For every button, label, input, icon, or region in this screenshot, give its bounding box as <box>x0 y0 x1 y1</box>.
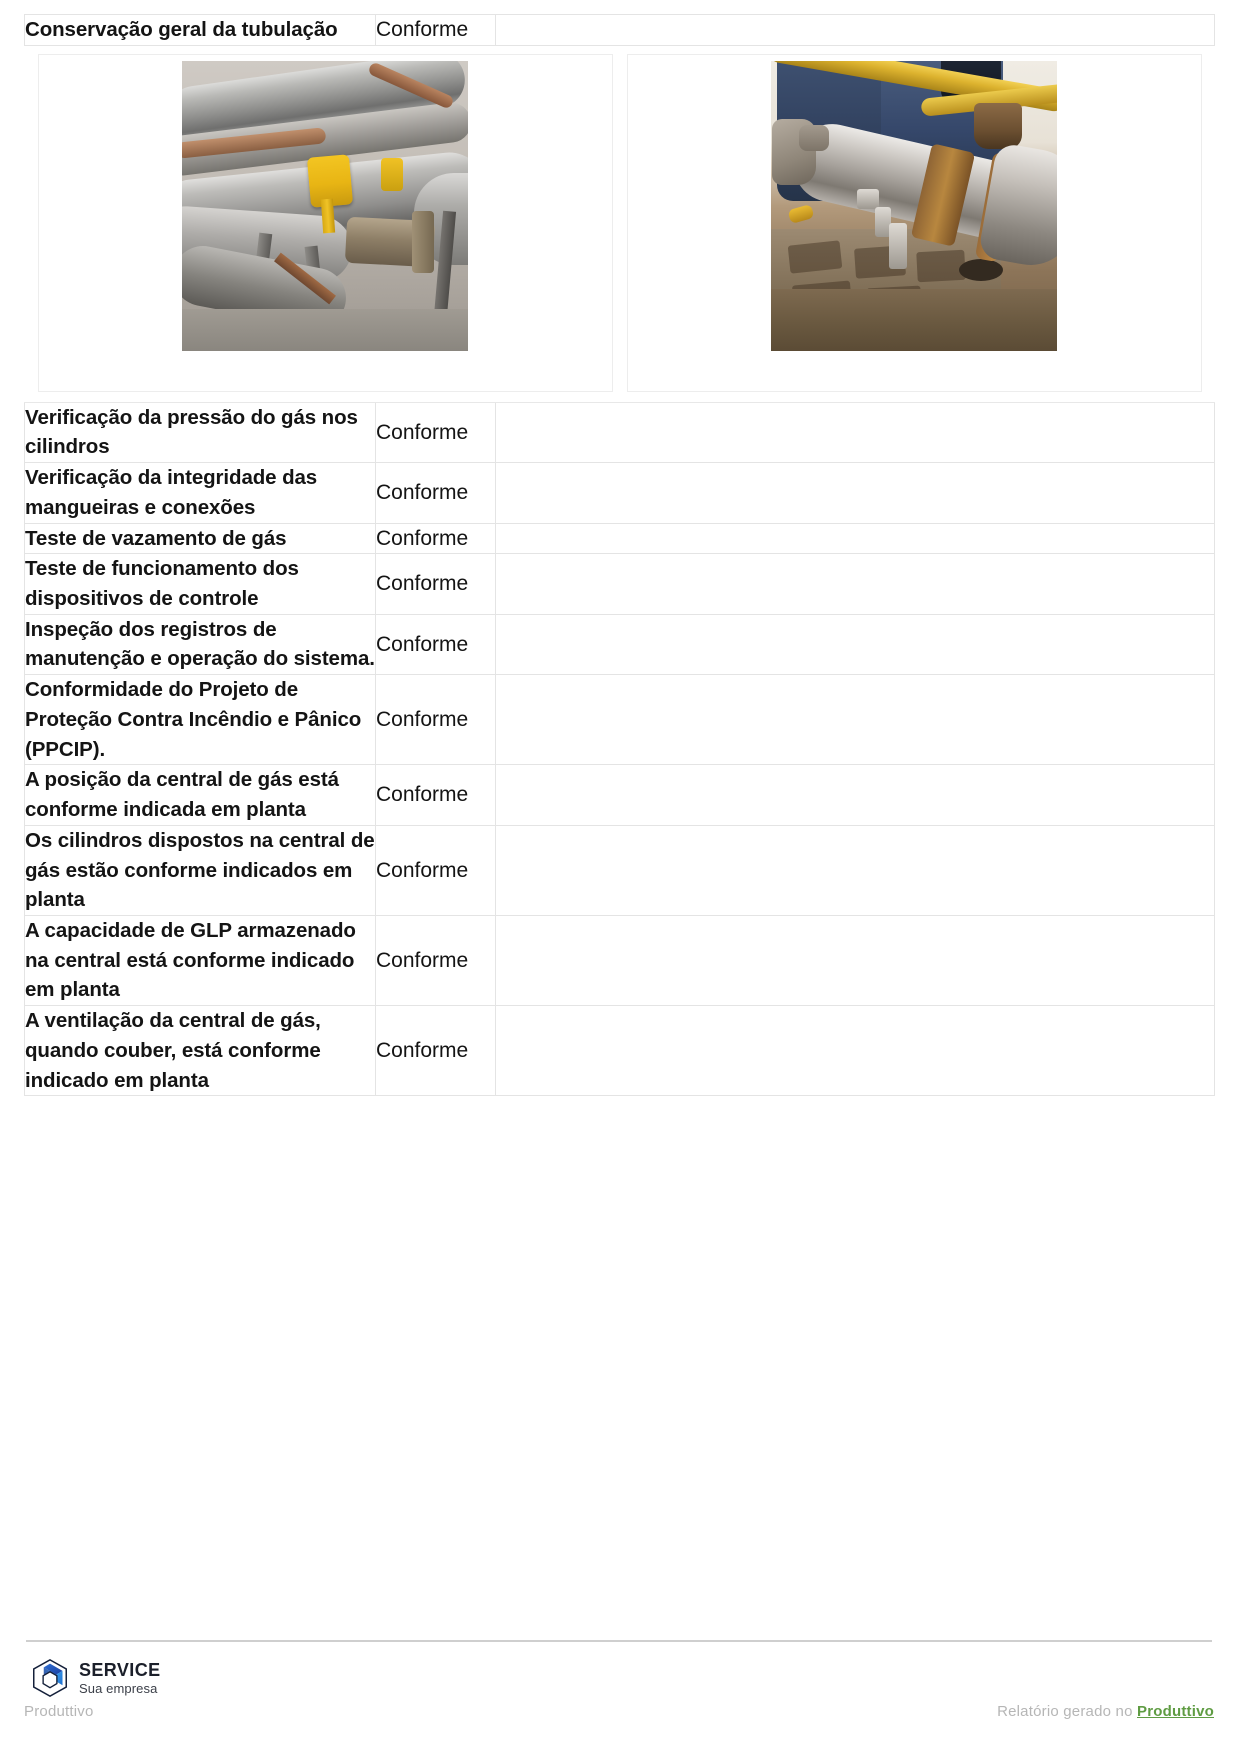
company-brand <box>30 1658 161 1698</box>
checklist-item-status: Conforme <box>376 765 496 825</box>
table-row <box>25 614 1215 674</box>
technician-photo[interactable] <box>771 61 1057 351</box>
checklist-item-status: Conforme <box>376 523 496 554</box>
table-row <box>25 523 1215 554</box>
checklist-item-status: Conforme <box>376 614 496 674</box>
footer-app-label: Produttivo <box>24 1703 94 1720</box>
checklist-item-status: Conforme <box>376 915 496 1005</box>
table-row <box>25 765 1215 825</box>
footer-generated-note <box>997 1703 1214 1720</box>
checklist-item-label: Os cilindros dispostos na central de gás estão conforme indicados em planta <box>25 825 376 915</box>
table-row <box>25 402 1215 462</box>
brand-text-block <box>79 1661 161 1695</box>
checklist-item-note <box>496 675 1215 765</box>
checklist-item-note <box>496 554 1215 614</box>
brand-name: SERVICE <box>79 1660 161 1680</box>
checklist-item-label: Conformidade do Projeto de Proteção Contra Incêndio e Pânico (PPCIP). <box>25 675 376 765</box>
checklist-item-status: Conforme <box>376 402 496 462</box>
table-row <box>25 825 1215 915</box>
photo-frame-1[interactable] <box>38 54 613 392</box>
checklist-item-status: Conforme <box>376 15 496 46</box>
photo-attachment-cell <box>25 45 1215 402</box>
table-spacer-row <box>25 1096 1215 1155</box>
checklist-item-status: Conforme <box>376 463 496 523</box>
table-row <box>25 915 1215 1005</box>
footer-generated-prefix: Relatório gerado no <box>997 1703 1137 1720</box>
checklist-item-note <box>496 915 1215 1005</box>
hexagon-logo-icon <box>30 1658 70 1698</box>
checklist-item-label: Conservação geral da tubulação <box>25 15 376 46</box>
checklist-item-note <box>496 614 1215 674</box>
table-row <box>25 463 1215 523</box>
checklist-item-label: Teste de funcionamento dos dispositivos de controle <box>25 554 376 614</box>
checklist-item-label: A capacidade de GLP armazenado na central está conforme indicado em planta <box>25 915 376 1005</box>
produttivo-link[interactable]: Produttivo <box>1137 1703 1214 1720</box>
table-spacer-cell <box>25 1096 1215 1155</box>
checklist-item-label: Verificação da integridade das mangueiras e conexões <box>25 463 376 523</box>
checklist-item-note <box>496 402 1215 462</box>
table-row <box>25 15 1215 46</box>
checklist-item-note <box>496 765 1215 825</box>
photo-attachment-row <box>25 45 1215 402</box>
table-row <box>25 675 1215 765</box>
table-row <box>25 554 1215 614</box>
checklist-item-note <box>496 463 1215 523</box>
brand-tagline: Sua empresa <box>79 1681 158 1696</box>
checklist-item-status: Conforme <box>376 825 496 915</box>
checklist-item-label: A posição da central de gás está conforme indicada em planta <box>25 765 376 825</box>
photo-frame-2[interactable] <box>627 54 1202 392</box>
table-row <box>25 1006 1215 1096</box>
checklist-item-label: Inspeção dos registros de manutenção e operação do sistema. <box>25 614 376 674</box>
checklist-item-note <box>496 825 1215 915</box>
checklist-item-note <box>496 15 1215 46</box>
checklist-item-label: A ventilação da central de gás, quando couber, está conforme indicado em planta <box>25 1006 376 1096</box>
checklist-item-label: Teste de vazamento de gás <box>25 523 376 554</box>
checklist-item-status: Conforme <box>376 554 496 614</box>
checklist-item-status: Conforme <box>376 675 496 765</box>
checklist-item-label: Verificação da pressão do gás nos cilindros <box>25 402 376 462</box>
checklist-table <box>24 14 1215 1154</box>
checklist-item-note <box>496 523 1215 554</box>
checklist-item-note <box>496 1006 1215 1096</box>
pipeline-photo[interactable] <box>182 61 468 351</box>
checklist-item-status: Conforme <box>376 1006 496 1096</box>
photo-strip <box>25 46 1215 402</box>
footer-divider <box>26 1640 1212 1642</box>
